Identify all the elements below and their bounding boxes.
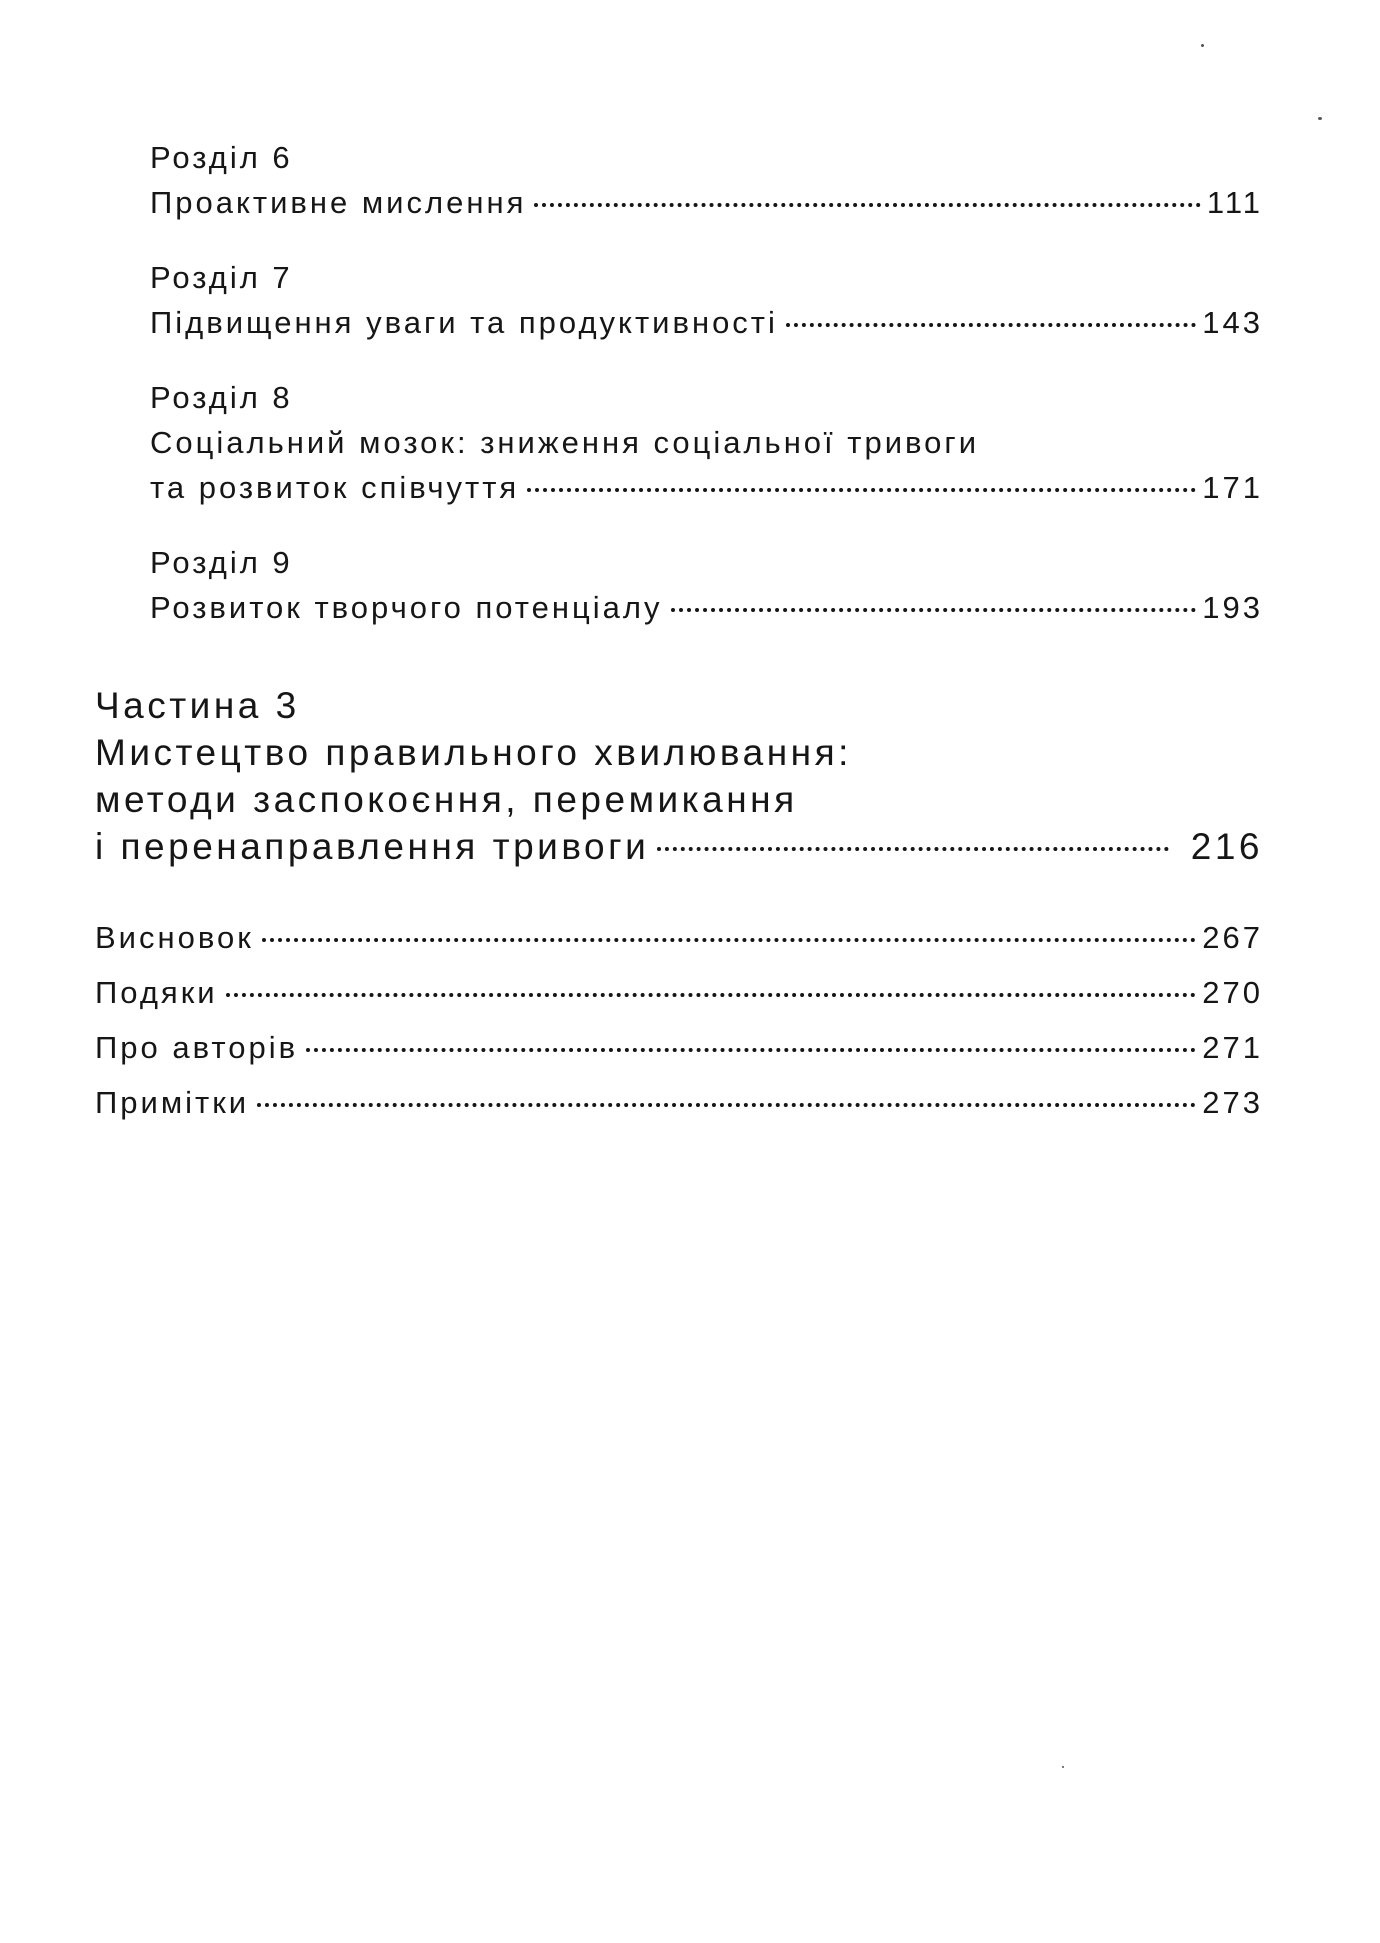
toc-entry-about-authors[interactable] — [95, 1030, 1263, 1066]
dot-leader — [671, 608, 1197, 612]
toc-entry-title: і перенаправлення тривоги — [95, 826, 650, 867]
toc-entry-title: та розвиток співчуття — [150, 470, 520, 505]
toc-entry-page: 271 — [1202, 1030, 1263, 1065]
toc-entry-page: 270 — [1202, 975, 1263, 1010]
scan-speck — [1201, 44, 1204, 47]
part-3-title-line2: методи заспокоєння, перемикання — [95, 779, 798, 820]
toc-entry-title: Висновок — [95, 920, 254, 955]
toc-entry-page: 143 — [1202, 305, 1263, 340]
part-3-label: Частина 3 — [95, 685, 300, 726]
dot-leader — [226, 993, 1197, 997]
toc-entry-chapter-9[interactable] — [150, 590, 1263, 626]
toc-entry-title: Проактивне мислення — [150, 185, 527, 220]
dot-leader — [257, 1103, 1196, 1107]
toc-entry-title: Подяки — [95, 975, 218, 1010]
dot-leader — [306, 1048, 1196, 1052]
chapter-6-label: Розділ 6 — [150, 140, 293, 175]
toc-entry-acknowledgements[interactable] — [95, 975, 1263, 1011]
toc-entry-title: Розвиток творчого потенціалу — [150, 590, 663, 625]
toc-entry-page: 216 — [1190, 826, 1263, 867]
chapter-8-label: Розділ 8 — [150, 380, 293, 415]
toc-entry-conclusion[interactable] — [95, 920, 1263, 956]
toc-entry-page: 111 — [1206, 185, 1263, 220]
toc-entry-chapter-6[interactable] — [150, 185, 1263, 221]
toc-entry-title: Підвищення уваги та продуктивності — [150, 305, 778, 340]
scan-speck — [1318, 117, 1322, 120]
toc-entry-title: Примітки — [95, 1085, 250, 1120]
toc-entry-page: 273 — [1202, 1085, 1263, 1120]
toc-entry-page: 171 — [1202, 470, 1263, 505]
dot-leader — [786, 323, 1196, 327]
toc-entry-part-3[interactable] — [95, 826, 1263, 868]
toc-entry-page: 267 — [1202, 920, 1263, 955]
chapter-8-title-line1: Соціальний мозок: зниження соціальної тривоги — [150, 425, 980, 460]
dot-leader — [262, 938, 1196, 942]
chapter-7-label: Розділ 7 — [150, 260, 293, 295]
toc-entry-page: 193 — [1202, 590, 1263, 625]
toc-entry-chapter-7[interactable] — [150, 305, 1263, 341]
toc-entry-chapter-8[interactable] — [150, 470, 1263, 506]
scan-speck — [1062, 1766, 1064, 1768]
toc-entry-notes[interactable] — [95, 1085, 1263, 1121]
dot-leader — [527, 488, 1196, 492]
part-3-title-line1: Мистецтво правильного хвилювання: — [95, 732, 852, 773]
chapter-9-label: Розділ 9 — [150, 545, 293, 580]
toc-entry-title: Про авторів — [95, 1030, 299, 1065]
dot-leader — [657, 847, 1168, 851]
dot-leader — [534, 203, 1201, 207]
